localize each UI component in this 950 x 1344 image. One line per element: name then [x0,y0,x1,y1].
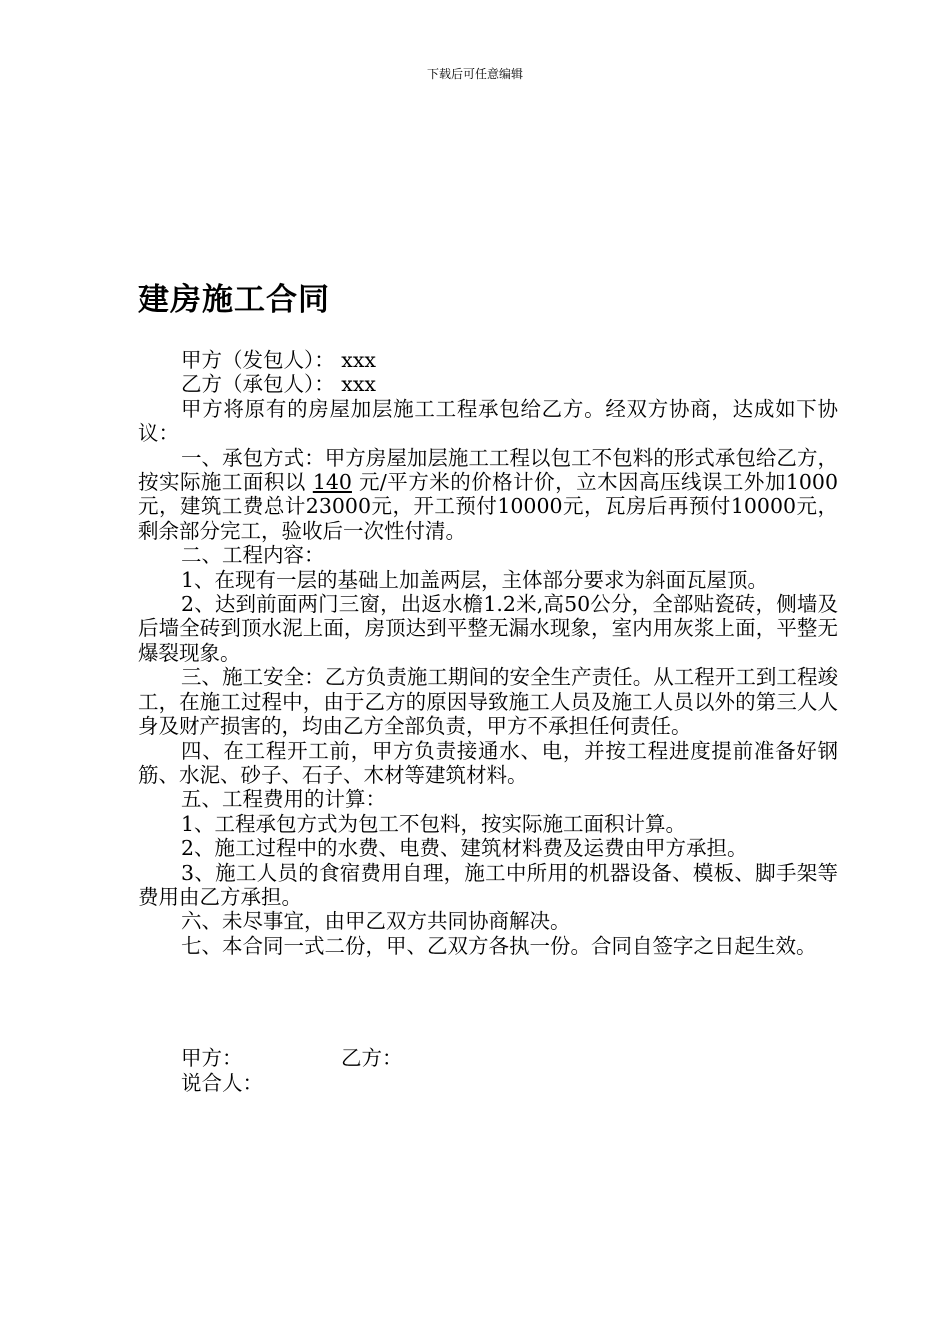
header-note: 下载后可任意编辑 [426,67,523,81]
clause-2-item: 1、在现有一层的基础上加盖两层，主体部分要求为斜面瓦屋顶。 [181,567,769,592]
clause-7: 七、本合同一式二份，甲、乙双方各执一份。合同自签字之日起生效。 [181,933,817,958]
clause-3: 三、施工安全：乙方负责施工期间的安全生产责任。从工程开工到工程竣工，在施工过程中，由于乙方的原因导致施工人员及施工人员以外的第三人人身及财产损害的，均由乙方全部负责，甲方不承担任何责任。 [138,665,838,739]
signature-party-b: 乙方： [341,1046,403,1070]
clause-1 [138,446,838,544]
party-a-name: xxx [341,348,376,372]
clause-5-item: 1、工程承包方式为包工不包料，按实际施工面积计算。 [181,811,687,836]
clause-1-text-after: 元/平方米的价格计价，立木因高压线误工外加1000元，建筑工费总计23000元，开工预付10000元，瓦房后再预付10000元，剩余部分完工，验收后一次性付清。 [138,470,839,543]
signature-mediator: 说合人： [181,1071,263,1095]
clause-4: 四、在工程开工前，甲方负责接通水、电，并按工程进度提前准备好钢筋、水泥、砂子、石子、木材等建筑材料。 [138,738,838,787]
area-price-value: 140 [312,470,352,495]
clause-2-item: 2、达到前面两门三窗，出返水檐1.2米,高50公分，全部贴瓷砖，侧墙及后墙全砖到顶水泥上面，房顶达到平整无漏水现象，室内用灰浆上面，平整无爆裂现象。 [138,592,838,665]
intro-paragraph: 甲方将原有的房屋加层施工工程承包给乙方。经双方协商，达成如下协议： [138,396,838,446]
contract-body [138,348,838,958]
signature-line [181,1046,403,1070]
party-a-label: 甲方（发包人）： [181,348,335,372]
clause-5-item: 2、施工过程中的水费、电费、建筑材料费及运费由甲方承担。 [181,836,748,861]
contract-title: 建房施工合同 [138,282,330,318]
signature-party-a: 甲方： [181,1046,243,1070]
clause-6: 六、未尽事宜，由甲乙双方共同协商解决。 [181,909,571,934]
clause-5-item: 3、施工人员的食宿费用自理，施工中所用的机器设备、模板、脚手架等费用由乙方承担。 [138,860,838,909]
party-b-name: xxx [341,372,376,397]
clause-5-heading: 五、工程费用的计算： [181,787,386,812]
party-b-line [138,372,838,396]
clause-1-text-before: 一、承包方式：甲方房屋加层施工工程以包工不包料的形式承包给乙方，按实际施工面积以 [138,445,838,495]
clause-2-heading: 二、工程内容： [181,543,325,568]
party-b-label: 乙方（承包人）： [181,372,335,397]
party-a-line [138,348,838,372]
